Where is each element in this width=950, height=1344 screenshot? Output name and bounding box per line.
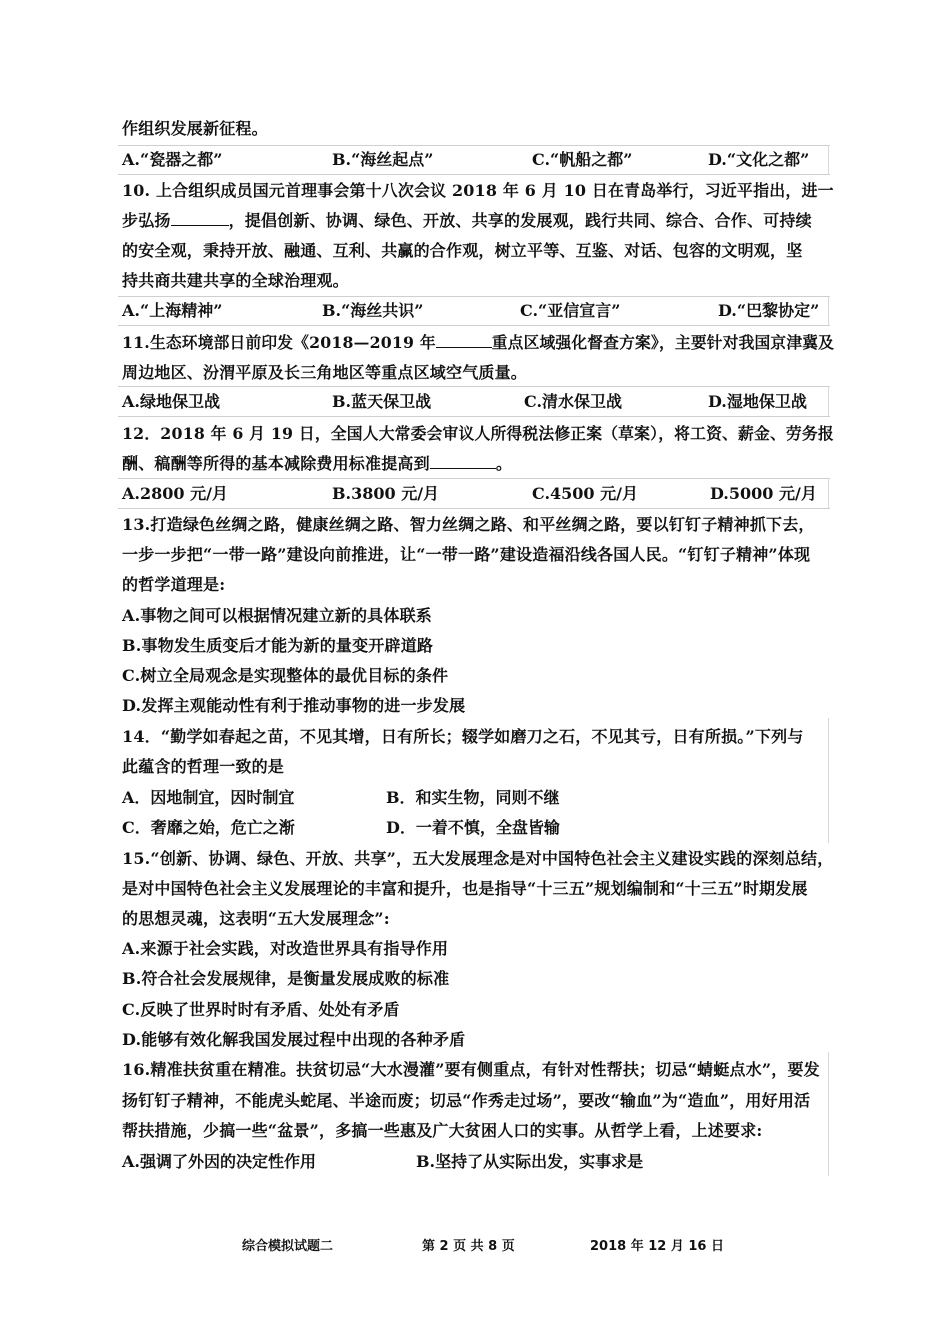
option-b: B.3800 元/月 — [332, 484, 440, 503]
options-q16 — [122, 1151, 832, 1173]
rule-line — [118, 386, 830, 387]
text-segment: 重点区域强化督查方案》，主要针对我国京津冀及 — [491, 333, 835, 352]
option-c: C.“亚信宣言” — [520, 301, 621, 320]
answer-blank — [171, 211, 229, 226]
option-b: B．和实生物，同则不继 — [386, 788, 560, 807]
option-c: C.“帆船之都” — [532, 150, 633, 169]
question-12-line: 12．2018 年 6 月 19 日，全国人大常委会审议人所得税法修正案（草案），将工资、薪金、劳务报 — [122, 424, 834, 443]
text-segment: 酬、稿酬等所得的基本减除费用标准提高到 — [122, 454, 430, 473]
question-10-line: 的安全观，秉持开放、融通、互利、共赢的合作观，树立平等、互鉴、对话、包容的文明观，坚 — [122, 241, 803, 260]
question-11-line: 周边地区、汾渭平原及长三角地区等重点区域空气质量。 — [122, 363, 528, 382]
options-q9 — [122, 149, 832, 171]
question-16-line: 16.精准扶贫重在精准。扶贫切忌“大水漫灌”要有侧重点，有针对性帮扶；切忌“蜻蜓点水”，要发 — [122, 1060, 820, 1079]
question-12-line — [122, 453, 832, 475]
question-16-line: 扬钉钉子精神，不能虎头蛇尾、半途而废；切忌“作秀走过场”，要改“输血”为“造血”，用好用活 — [122, 1091, 811, 1110]
option-c: C.反映了世界时时有矛盾、处处有矛盾 — [122, 1000, 400, 1019]
question-15-line: 15.“创新、协调、绿色、开放、共享”，五大发展理念是对中国特色社会主义建设实践的深刻总结， — [122, 849, 834, 868]
option-a: A.绿地保卫战 — [122, 392, 220, 411]
option-b: B.“海丝共识” — [322, 301, 424, 320]
options-q12 — [122, 483, 832, 505]
option-a: A.来源于社会实践，对改造世界具有指导作用 — [122, 939, 449, 958]
option-d: D.能够有效化解我国发展过程中出现的各种矛盾 — [122, 1030, 466, 1049]
option-b: B.坚持了从实际出发，实事求是 — [416, 1152, 644, 1171]
question-13-line: 13.打造绿色丝绸之路，健康丝绸之路、智力丝绸之路、和平丝绸之路，要以钉钉子精神抓下去， — [122, 515, 815, 534]
option-a: A.强调了外因的决定性作用 — [122, 1152, 316, 1171]
option-d: D.“巴黎协定” — [718, 301, 820, 320]
question-14-line: 此蕴含的哲理一致的是 — [122, 757, 285, 776]
option-b: B.符合社会发展规律，是衡量发展成败的标准 — [122, 969, 450, 988]
options-q10 — [122, 300, 832, 322]
question-13-line: 一步一步把“一带一路”建设向前推进，让“一带一路”建设造福沿线各国人民。“钉钉子精神”体现 — [122, 545, 811, 564]
question-13-line: 的哲学道理是: — [122, 575, 226, 594]
rule-line — [118, 145, 830, 146]
answer-blank — [436, 333, 492, 348]
text-line: 作组织发展新征程。 — [122, 119, 268, 138]
text-segment: 步弘扬 — [122, 211, 171, 230]
rule-line — [118, 296, 830, 297]
option-a: A.2800 元/月 — [122, 484, 228, 503]
option-a: A.“瓷器之都” — [122, 150, 223, 169]
footer-date: 2018 年 12 月 16 日 — [590, 1239, 724, 1254]
option-c: C.树立全局观念是实现整体的最优目标的条件 — [122, 666, 449, 685]
option-a: A.事物之间可以根据情况建立新的具体联系 — [122, 606, 432, 625]
options-q14-row1 — [122, 787, 832, 809]
footer-page-number: 第 2 页 共 8 页 — [422, 1239, 515, 1254]
text-segment: ，提倡创新、协调、绿色、开放、共享的发展观，践行共同、综合、合作、可持续 — [228, 211, 812, 230]
question-11-line — [122, 332, 835, 354]
option-b: B.“海丝起点” — [332, 150, 434, 169]
question-15-line: 是对中国特色社会主义发展理论的丰富和提升，也是指导“十三五”规划编制和“十三五”时期发展 — [122, 879, 808, 898]
rule-line — [118, 478, 830, 479]
answer-blank — [430, 454, 496, 469]
option-c: C.清水保卫战 — [524, 392, 623, 411]
option-d: D.发挥主观能动性有利于推动事物的进一步发展 — [122, 696, 466, 715]
text-segment: 11.生态环境部日前印发《2018—2019 年 — [122, 333, 436, 352]
footer-title: 综合模拟试题二 — [242, 1239, 334, 1254]
rule-line — [118, 174, 830, 175]
option-d: D.“文化之都” — [708, 150, 810, 169]
option-d: D.5000 元/月 — [710, 484, 817, 503]
text-segment: 。 — [495, 454, 513, 473]
options-q11 — [122, 391, 832, 413]
option-a: A.“上海精神” — [122, 301, 223, 320]
option-a: A．因地制宜，因时制宜 — [122, 788, 295, 807]
question-10-line: 持共商共建共享的全球治理观。 — [122, 271, 349, 290]
rule-line — [118, 416, 830, 417]
question-10-line: 10. 上合组织成员国元首理事会第十八次会议 2018 年 6 月 10 日在青岛举行，习近平指出，进一 — [122, 181, 834, 200]
options-q14-row2 — [122, 817, 832, 839]
question-15-line: 的思想灵魂，这表明“五大发展理念”: — [122, 909, 390, 928]
option-d: D.湿地保卫战 — [708, 392, 807, 411]
question-14-line: 14．“勤学如春起之苗，不见其增，日有所长；辍学如磨刀之石，不见其亏，日有所损。”下列与 — [122, 727, 804, 746]
option-d: D．一着不慎，全盘皆输 — [386, 818, 560, 837]
rule-line — [118, 325, 830, 326]
question-16-line: 帮扶措施，少搞一些“盆景”，多搞一些惠及广大贫困人口的实事。从哲学上看，上述要求: — [122, 1121, 763, 1140]
option-c: C.4500 元/月 — [532, 484, 638, 503]
question-10-line — [122, 210, 832, 232]
option-b: B.蓝天保卫战 — [332, 392, 432, 411]
option-b: B.事物发生质变后才能为新的量变开辟道路 — [122, 636, 434, 655]
rule-line — [118, 508, 830, 509]
option-c: C．奢靡之始，危亡之渐 — [122, 818, 295, 837]
